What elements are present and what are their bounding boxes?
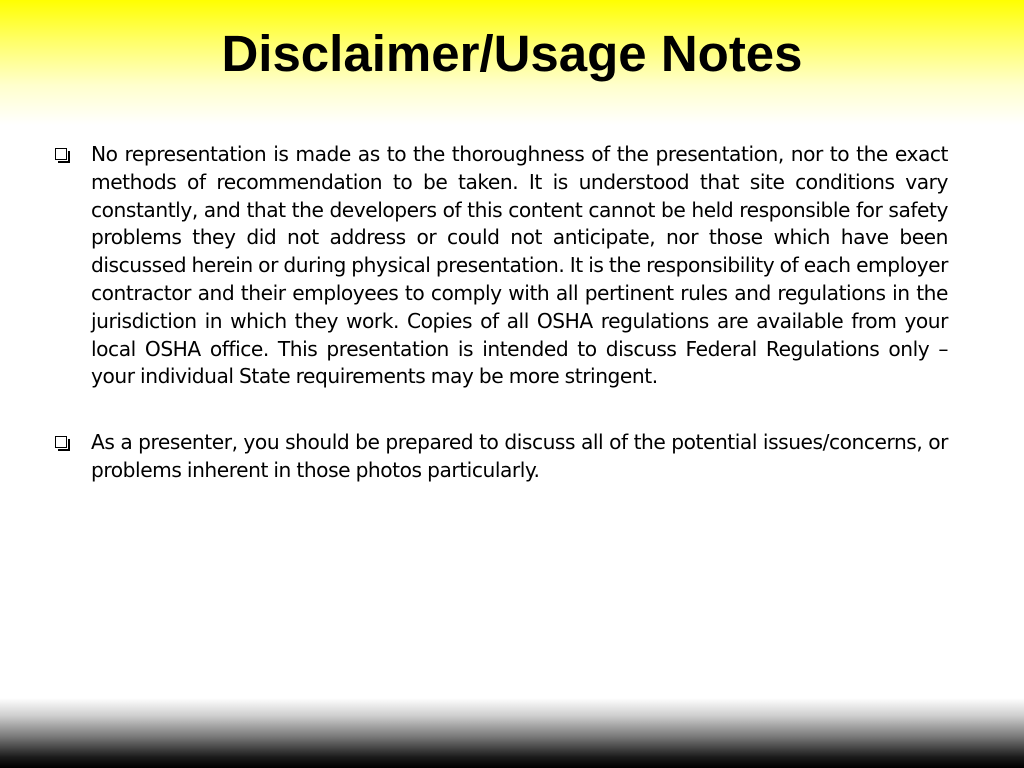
bullet-text: As a presenter, you should be prepared to discuss all of the potential issues/concerns, or problems inherent in those photos particularly. [91, 430, 948, 482]
bullet-item [52, 141, 948, 391]
bullet-item [52, 429, 948, 485]
square-bullet-icon [55, 148, 67, 160]
bullet-text: No representation is made as to the thoroughness of the presentation, nor to the exact methods of recommendation to be taken. It is understood that site conditions vary constantly, and that the developers of this content cannot be held responsible for safety problems they did not address or could not anticipate, nor those which have been discussed herein or during physical presentation. It is the responsibility of each employer contractor and their employees to comply with all pertinent rules and regulations in the jurisdiction in which they work. Copies of all OSHA regulations are available from your local OSHA office. This presentation is intended to discuss Federal Regulations only – your individual State requirements may be more stringent. [91, 142, 948, 389]
bullet-list [52, 141, 948, 523]
slide-title: Disclaimer/Usage Notes [221, 25, 803, 82]
footer-gradient-band [0, 698, 1024, 768]
square-bullet-icon [55, 436, 67, 448]
